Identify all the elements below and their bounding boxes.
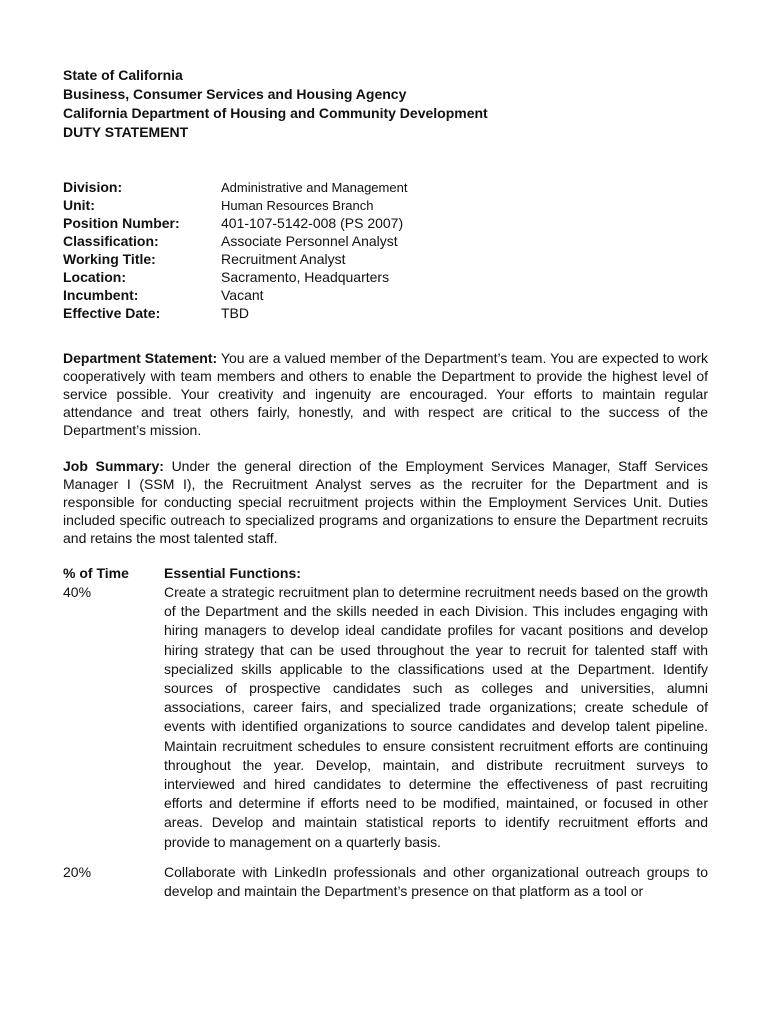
- function-percent: 40%: [63, 584, 92, 600]
- info-value: TBD: [221, 305, 249, 321]
- function-description: Create a strategic recruitment plan to determine recruitment needs based on the growth of the Department and the skills needed in each Division. This includes engaging with hiring managers to develop ideal candidate profiles for vacant positions and develop hiring strategy that can be used throughout the year to recruit for talented staff with specialized skills applicable to the classifications used at the Department. Identify sources of prospective candidates such as colleges and universities, alumni associations, career fairs, and specialized trade organizations; create schedule of events with identified organizations to source candidates and develop talent pipeline. Maintain recruitment schedules to ensure consistent recruitment efforts are continuing throughout the year. Develop, maintain, and distribute recruitment surveys to interviewed and hired candidates to determine the effectiveness of past recruiting efforts and determine if efforts need to be modified, maintained, or focused in other areas. Develop and maintain statistical reports to identify recruitment efforts and provide to management on a quarterly basis.: [164, 584, 708, 850]
- function-description: Collaborate with LinkedIn professionals and other organizational outreach groups to develop and maintain the Department’s presence on that platform as a tool or: [164, 863, 708, 900]
- job-summary-text: Under the general direction of the Employment Services Manager, Staff Services Manager I (SSM I), the Recruitment Analyst serves as the recruiter for the Department and is responsible for conducting special recruitment projects within the Employment Services Unit. Duties included specific outreach to specialized programs and organizations to ensure the Department recruits and retains the most talented staff.: [63, 458, 708, 546]
- header-department: California Department of Housing and Community Development: [63, 105, 488, 121]
- department-statement-label: Department Statement:: [63, 350, 218, 366]
- info-row-incumbent: [63, 286, 708, 304]
- header-title: DUTY STATEMENT: [63, 124, 189, 140]
- functions-header: [63, 564, 708, 583]
- document-header: [63, 66, 708, 142]
- department-statement-text: You are a valued member of the Department’s team. You are expected to work cooperatively with team members and others to enable the Department to provide the highest level of service possible. Your creativity and ingenuity are encouraged. Your efforts to maintain regular attendance and treat others fairly, honestly, and with respect are critical to the success of the Department’s mission.: [63, 350, 709, 438]
- job-summary-label: Job Summary:: [63, 458, 164, 474]
- info-label: Classification:: [63, 233, 159, 249]
- info-value: Human Resources Branch: [221, 197, 374, 213]
- info-row-working-title: [63, 250, 708, 268]
- info-value: Vacant: [221, 287, 264, 303]
- info-label: Location:: [63, 269, 126, 285]
- info-label: Division:: [63, 179, 123, 195]
- function-percent: 20%: [63, 863, 92, 880]
- header-state: State of California: [63, 67, 183, 83]
- info-row-division: [63, 178, 708, 196]
- essential-functions-title: Essential Functions:: [164, 565, 301, 581]
- department-statement: [63, 349, 708, 439]
- info-row-effective-date: [63, 304, 708, 322]
- info-value: Associate Personnel Analyst: [221, 233, 398, 249]
- info-label: Unit:: [63, 197, 95, 213]
- info-label: Working Title:: [63, 251, 156, 267]
- info-row-unit: [63, 196, 708, 214]
- info-value: 401-107-5142-008 (PS 2007): [221, 215, 404, 231]
- info-value: Recruitment Analyst: [221, 251, 346, 267]
- position-info: [63, 178, 708, 322]
- job-summary: [63, 457, 708, 547]
- info-row-location: [63, 268, 708, 286]
- info-label: Incumbent:: [63, 287, 139, 303]
- percent-time-header: % of Time: [63, 565, 129, 581]
- function-item: [63, 863, 708, 901]
- info-value: Sacramento, Headquarters: [221, 269, 390, 285]
- info-value: Administrative and Management: [221, 179, 408, 195]
- info-row-position-number: [63, 214, 708, 232]
- function-item: [63, 583, 708, 852]
- duty-statement-page: [63, 66, 708, 901]
- info-row-classification: [63, 232, 708, 250]
- header-agency: Business, Consumer Services and Housing Agency: [63, 86, 407, 102]
- info-label: Position Number:: [63, 215, 180, 231]
- info-label: Effective Date:: [63, 305, 161, 321]
